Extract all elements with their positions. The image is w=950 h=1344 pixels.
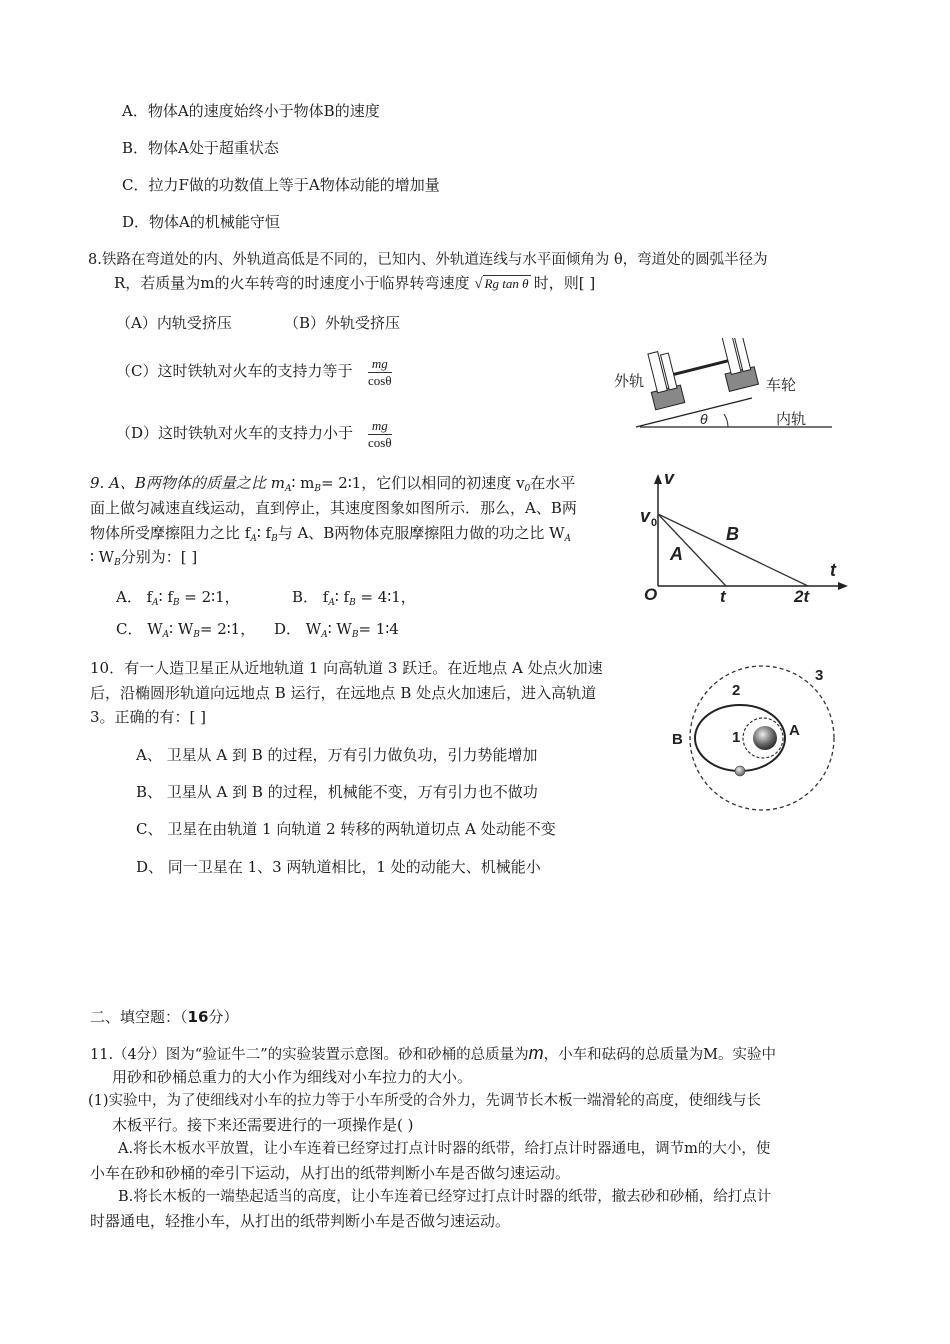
q9-option-b: B． $f_A∶$ $f_B$ = 4∶1，: [292, 588, 416, 608]
label-wheel: 车轮: [766, 377, 797, 394]
svg-text:0: 0: [651, 517, 658, 529]
svg-text:A: A: [789, 722, 800, 739]
svg-text:t: t: [830, 560, 836, 580]
q8-option-a: （A）内轨受挤压: [116, 314, 232, 332]
satellite-orbit-figure: [660, 658, 850, 818]
velocity-time-graph: [640, 468, 855, 608]
q10-option-d: D、 同一卫星在 1、3 两轨道相比，1 处的动能大、机械能小: [136, 858, 541, 876]
svg-text:B: B: [726, 524, 739, 544]
q9-option-a: A． $f_A∶$ $f_B$ = 2∶1，: [116, 588, 240, 608]
label-outer-rail: 外轨: [614, 373, 645, 390]
q10-stem-line3: 3。正确的有：[ ]: [90, 708, 207, 726]
q11-part1-line1: (1)实验中，为了使细线对小车的拉力等于小车所受的合外力，先调节长木板一端滑轮的高度，使细线与长: [88, 1093, 762, 1109]
q8-option-c: （C）这时铁轨对火车的支持力等于: [116, 362, 353, 380]
q9-stem-line2: 面上做匀减速直线运动，直到停止，其速度图象如图所示．那么，A、B两: [90, 499, 577, 517]
q11-option-a-line1: A.将长木板水平放置，让小车连着已经穿过打点计时器的纸带，给打点计时器通电，调节m的大小，使: [118, 1141, 771, 1157]
q11-stem-line2: 用砂和砂桶总重力的大小作为细线对小车拉力的大小。: [112, 1068, 473, 1086]
svg-text:O: O: [644, 585, 658, 604]
q8-stem-line2: R，若质量为m的火车转弯的时速度小于临界转弯速度 √ Rg tan θ 时，则[ ]: [114, 274, 596, 292]
q7-option-d: D．物体A的机械能守恒: [122, 213, 280, 231]
svg-text:3: 3: [815, 667, 824, 684]
section-heading-fill-in: 二、填空题：（16分）: [90, 1008, 239, 1026]
svg-text:B: B: [672, 731, 683, 748]
label-theta: θ: [700, 411, 708, 427]
q7-option-c: C．拉力F做的功数值上等于A物体动能的增加量: [122, 176, 440, 194]
q10-option-c: C、 卫星在由轨道 1 向轨道 2 转移的两轨道切点 A 处动能不变: [136, 820, 556, 838]
svg-text:2t: 2t: [794, 587, 810, 606]
svg-text:2: 2: [732, 682, 741, 699]
fraction-mg-cos: $\frac{mg}{\cos\theta}$: [368, 356, 392, 388]
svg-text:v: v: [640, 506, 651, 526]
q11-option-b-line2: 时器通电，轻推小车，从打出的纸带判断小车是否做匀速运动。: [90, 1212, 511, 1230]
q11-part1-line2: 木板平行。接下来还需要进行的一项操作是( ): [112, 1116, 414, 1134]
svg-text:t: t: [720, 587, 726, 606]
q9-stem-line3: 物体所受摩擦阻力之比 $f_A∶$ $f_B$与 A、B两物体克服摩擦阻力做的功之比 $W_A$: [90, 524, 571, 544]
q11-stem-line1: 11.（4分）图为“验证牛二”的实验装置示意图。砂和砂桶的总质量为m，小车和砝码的总质量为M。实验中: [90, 1043, 776, 1063]
q9-option-d: D． $W_A∶$ $W_B=$ 1∶4: [274, 620, 399, 640]
line-a: [658, 514, 726, 586]
svg-text:A: A: [670, 544, 683, 564]
svg-text:1: 1: [732, 729, 741, 746]
q9-option-c: C． $W_A∶$ $W_B=$ 2∶1，: [116, 620, 256, 640]
q11-option-a-line2: 小车在砂和砂桶的牵引下运动，从打出的纸带判断小车是否做匀速运动。: [90, 1164, 571, 1182]
label-inner-rail: 内轨: [776, 411, 807, 428]
svg-text:v: v: [664, 468, 675, 488]
fraction-mg-cos-2: $\frac{mg}{\cos\theta}$: [368, 418, 392, 450]
q10-stem-line2: 后，沿椭圆形轨道向远地点 B 运行，在远地点 B 处点火加速后，进入高轨道: [90, 684, 597, 702]
q11-option-b-line1: B.将长木板的一端垫起适当的高度，让小车连着已经穿过打点计时器的纸带，撤去砂和砂桶，给打点计: [118, 1189, 772, 1205]
q7-option-a: A．物体A的速度始终小于物体B的速度: [122, 102, 380, 120]
q10-stem-line1: 10．有一人造卫星正从近地轨道 1 向高轨道 3 跃迁。在近地点 A 处点火加速: [90, 659, 603, 677]
q8-option-d: （D）这时铁轨对火车的支持力小于: [116, 424, 354, 442]
q8-option-b: （B）外轨受挤压: [284, 314, 401, 332]
q9-stem-line4: ∶ $W_B$分别为：[ ]: [90, 548, 198, 568]
sqrt-expression: √ Rg tan θ: [474, 276, 529, 292]
q10-option-b: B、 卫星从 A 到 B 的过程，机械能不变，万有引力也不做功: [136, 783, 538, 801]
q9-stem-line1: 9. A、B两物体的质量之比 $m_A∶$ $m_B=$ 2∶1，它们以相同的初速度 $v_0$在水平: [90, 474, 576, 494]
satellite-icon: [735, 766, 745, 776]
q8-stem-line1: 8.铁路在弯道处的内、外轨道高低是不同的，已知内、外轨道连线与水平面倾角为 θ，弯道处的圆弧半径为: [88, 252, 768, 268]
q10-option-a: A、 卫星从 A 到 B 的过程，万有引力做负功，引力势能增加: [136, 746, 538, 764]
rail-curve-figure: [600, 338, 840, 438]
earth-icon: [753, 726, 777, 750]
q7-option-b: B．物体A处于超重状态: [122, 139, 279, 157]
